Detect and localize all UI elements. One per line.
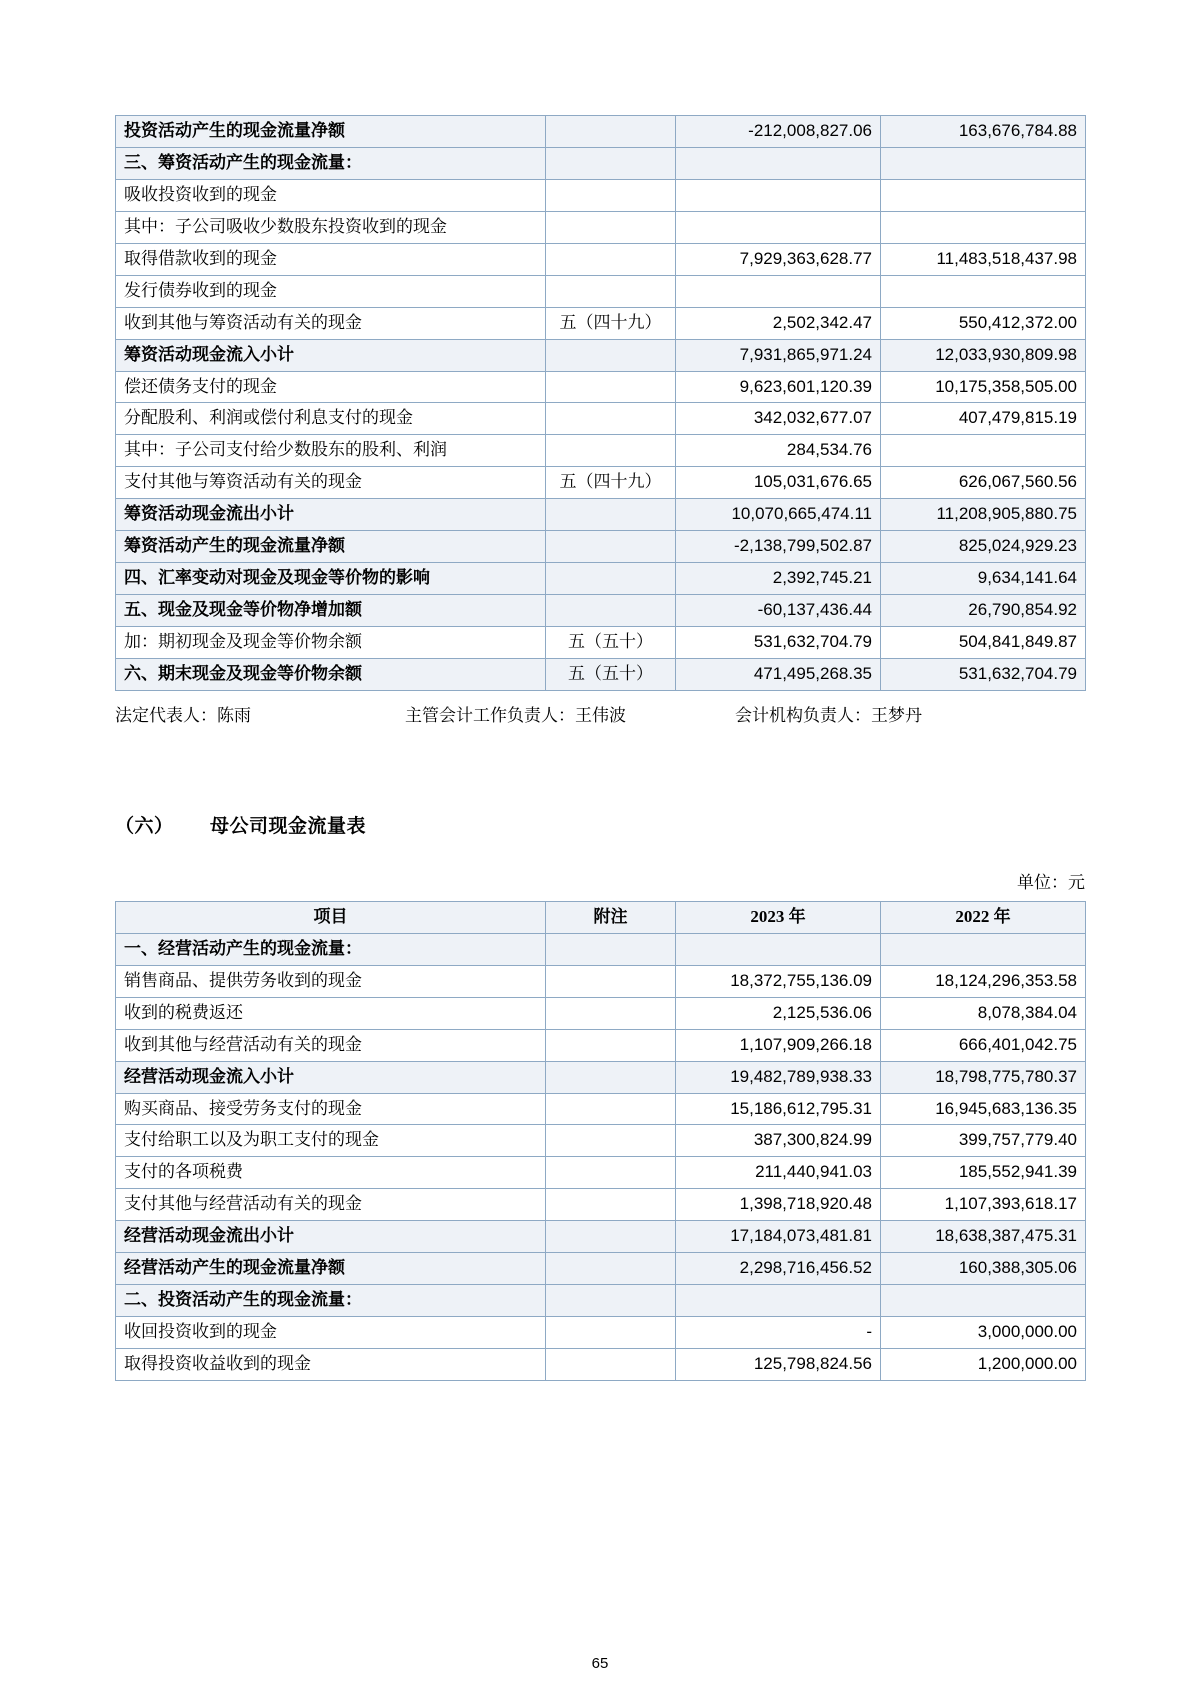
row-value-current-year — [676, 275, 881, 307]
page-number: 65 — [591, 1655, 609, 1672]
row-note — [546, 1125, 676, 1157]
row-item-label: 二、投资活动产生的现金流量： — [116, 1285, 546, 1317]
row-value-current-year: 2,392,745.21 — [676, 563, 881, 595]
row-item-label: 其中：子公司支付给少数股东的股利、利润 — [116, 435, 546, 467]
row-value-current-year: 18,372,755,136.09 — [676, 965, 881, 997]
row-value-current-year: 1,107,909,266.18 — [676, 1029, 881, 1061]
row-value-prior-year: 626,067,560.56 — [881, 467, 1086, 499]
legal-representative: 法定代表人：陈雨 — [115, 705, 251, 725]
row-value-current-year — [676, 1285, 881, 1317]
table-row — [116, 467, 1086, 499]
row-item-label: 五、现金及现金等价物净增加额 — [116, 595, 546, 627]
table-row — [116, 1061, 1086, 1093]
row-value-prior-year: 9,634,141.64 — [881, 563, 1086, 595]
row-item-label: 经营活动产生的现金流量净额 — [116, 1253, 546, 1285]
section-title-text: 母公司现金流量表 — [210, 815, 367, 837]
row-note — [546, 243, 676, 275]
table-row — [116, 1349, 1086, 1381]
row-item-label: 支付其他与筹资活动有关的现金 — [116, 467, 546, 499]
row-note — [546, 1317, 676, 1349]
table-row — [116, 1189, 1086, 1221]
table-row — [116, 965, 1086, 997]
table-row — [116, 147, 1086, 179]
row-note — [546, 1349, 676, 1381]
header-item: 项目 — [116, 901, 546, 933]
row-value-current-year: 2,298,716,456.52 — [676, 1253, 881, 1285]
signature-row — [115, 701, 1085, 726]
row-item-label: 筹资活动现金流出小计 — [116, 499, 546, 531]
table-row — [116, 563, 1086, 595]
row-item-label: 经营活动现金流出小计 — [116, 1221, 546, 1253]
row-value-prior-year: 666,401,042.75 — [881, 1029, 1086, 1061]
row-value-prior-year — [881, 211, 1086, 243]
header-year-current: 2023 年 — [676, 901, 881, 933]
table-bottom-body — [116, 901, 1086, 1380]
row-value-current-year — [676, 179, 881, 211]
table-row — [116, 1093, 1086, 1125]
table-row — [116, 1125, 1086, 1157]
row-value-prior-year: 185,552,941.39 — [881, 1157, 1086, 1189]
table-row — [116, 211, 1086, 243]
accounting-head: 主管会计工作负责人：王伟波 — [405, 705, 626, 725]
table-row — [116, 435, 1086, 467]
row-value-current-year: 17,184,073,481.81 — [676, 1221, 881, 1253]
row-item-label: 经营活动现金流入小计 — [116, 1061, 546, 1093]
row-value-current-year — [676, 147, 881, 179]
row-item-label: 取得投资收益收到的现金 — [116, 1349, 546, 1381]
row-item-label: 六、期末现金及现金等价物余额 — [116, 658, 546, 690]
unit-label: 单位：元 — [1017, 872, 1085, 892]
row-value-current-year: 7,931,865,971.24 — [676, 339, 881, 371]
table-top-body — [116, 116, 1086, 691]
row-note — [546, 1189, 676, 1221]
row-value-current-year: 105,031,676.65 — [676, 467, 881, 499]
row-value-current-year — [676, 211, 881, 243]
row-value-prior-year — [881, 933, 1086, 965]
consolidated-cashflow-table-continued — [115, 115, 1086, 691]
row-value-current-year: 387,300,824.99 — [676, 1125, 881, 1157]
row-note: 五（四十九） — [546, 307, 676, 339]
row-value-current-year: -60,137,436.44 — [676, 595, 881, 627]
row-value-prior-year — [881, 147, 1086, 179]
table-row — [116, 531, 1086, 563]
row-value-current-year: 531,632,704.79 — [676, 627, 881, 659]
row-value-current-year: 10,070,665,474.11 — [676, 499, 881, 531]
row-value-prior-year: 11,483,518,437.98 — [881, 243, 1086, 275]
header-note: 附注 — [546, 901, 676, 933]
row-item-label: 销售商品、提供劳务收到的现金 — [116, 965, 546, 997]
table-row — [116, 997, 1086, 1029]
row-item-label: 四、汇率变动对现金及现金等价物的影响 — [116, 563, 546, 595]
row-note — [546, 116, 676, 148]
row-value-prior-year: 1,107,393,618.17 — [881, 1189, 1086, 1221]
row-value-current-year — [676, 933, 881, 965]
table-row — [116, 275, 1086, 307]
table-row — [116, 307, 1086, 339]
row-value-prior-year: 26,790,854.92 — [881, 595, 1086, 627]
row-item-label: 其中：子公司吸收少数股东投资收到的现金 — [116, 211, 546, 243]
table-row — [116, 1285, 1086, 1317]
row-value-prior-year: 11,208,905,880.75 — [881, 499, 1086, 531]
row-value-current-year: 7,929,363,628.77 — [676, 243, 881, 275]
row-value-prior-year: 1,200,000.00 — [881, 1349, 1086, 1381]
row-value-prior-year — [881, 179, 1086, 211]
row-note — [546, 499, 676, 531]
row-value-prior-year: 3,000,000.00 — [881, 1317, 1086, 1349]
row-value-current-year: 2,125,536.06 — [676, 997, 881, 1029]
table-row — [116, 595, 1086, 627]
row-value-prior-year: 18,124,296,353.58 — [881, 965, 1086, 997]
row-note — [546, 179, 676, 211]
table-row — [116, 403, 1086, 435]
row-value-current-year: 471,495,268.35 — [676, 658, 881, 690]
row-item-label: 三、筹资活动产生的现金流量： — [116, 147, 546, 179]
row-note — [546, 1029, 676, 1061]
row-note — [546, 531, 676, 563]
row-note — [546, 1253, 676, 1285]
row-item-label: 收到的税费返还 — [116, 997, 546, 1029]
row-note — [546, 147, 676, 179]
row-value-prior-year: 18,798,775,780.37 — [881, 1061, 1086, 1093]
row-note — [546, 211, 676, 243]
row-item-label: 支付的各项税费 — [116, 1157, 546, 1189]
row-value-prior-year: 504,841,849.87 — [881, 627, 1086, 659]
row-item-label: 收回投资收到的现金 — [116, 1317, 546, 1349]
table-row — [116, 1221, 1086, 1253]
table-row — [116, 1029, 1086, 1061]
row-item-label: 购买商品、接受劳务支付的现金 — [116, 1093, 546, 1125]
accounting-institution-head: 会计机构负责人：王梦丹 — [735, 705, 922, 725]
row-item-label: 加：期初现金及现金等价物余额 — [116, 627, 546, 659]
row-item-label: 收到其他与筹资活动有关的现金 — [116, 307, 546, 339]
table-row — [116, 339, 1086, 371]
table-row — [116, 933, 1086, 965]
row-note — [546, 371, 676, 403]
section-number: （六） — [115, 815, 174, 837]
row-value-prior-year: 531,632,704.79 — [881, 658, 1086, 690]
row-value-prior-year: 160,388,305.06 — [881, 1253, 1086, 1285]
row-item-label: 偿还债务支付的现金 — [116, 371, 546, 403]
row-value-current-year: -212,008,827.06 — [676, 116, 881, 148]
table-header-row — [116, 901, 1086, 933]
row-value-prior-year — [881, 275, 1086, 307]
row-value-current-year: 19,482,789,938.33 — [676, 1061, 881, 1093]
row-note — [546, 997, 676, 1029]
row-note — [546, 563, 676, 595]
row-value-current-year: 1,398,718,920.48 — [676, 1189, 881, 1221]
row-note — [546, 1221, 676, 1253]
row-value-current-year: - — [676, 1317, 881, 1349]
table-row — [116, 179, 1086, 211]
row-item-label: 一、经营活动产生的现金流量： — [116, 933, 546, 965]
row-value-prior-year: 10,175,358,505.00 — [881, 371, 1086, 403]
row-value-prior-year: 12,033,930,809.98 — [881, 339, 1086, 371]
row-item-label: 筹资活动产生的现金流量净额 — [116, 531, 546, 563]
table-row — [116, 243, 1086, 275]
row-item-label: 支付给职工以及为职工支付的现金 — [116, 1125, 546, 1157]
row-note — [546, 435, 676, 467]
row-item-label: 收到其他与经营活动有关的现金 — [116, 1029, 546, 1061]
row-item-label: 投资活动产生的现金流量净额 — [116, 116, 546, 148]
row-value-prior-year: 163,676,784.88 — [881, 116, 1086, 148]
row-note: 五（四十九） — [546, 467, 676, 499]
row-item-label: 发行债券收到的现金 — [116, 275, 546, 307]
row-value-prior-year: 407,479,815.19 — [881, 403, 1086, 435]
parent-company-cashflow-table — [115, 901, 1086, 1381]
table-row — [116, 1157, 1086, 1189]
row-value-prior-year — [881, 435, 1086, 467]
section-heading — [115, 811, 1085, 838]
row-value-current-year: 9,623,601,120.39 — [676, 371, 881, 403]
row-value-prior-year: 550,412,372.00 — [881, 307, 1086, 339]
table-row — [116, 627, 1086, 659]
row-note — [546, 1285, 676, 1317]
row-value-prior-year: 16,945,683,136.35 — [881, 1093, 1086, 1125]
row-value-prior-year: 18,638,387,475.31 — [881, 1221, 1086, 1253]
row-value-current-year: 284,534.76 — [676, 435, 881, 467]
row-value-prior-year: 8,078,384.04 — [881, 997, 1086, 1029]
row-note — [546, 403, 676, 435]
row-note — [546, 965, 676, 997]
table-row — [116, 1317, 1086, 1349]
table-row — [116, 499, 1086, 531]
row-value-current-year: 2,502,342.47 — [676, 307, 881, 339]
row-item-label: 取得借款收到的现金 — [116, 243, 546, 275]
row-item-label: 筹资活动现金流入小计 — [116, 339, 546, 371]
row-note — [546, 1093, 676, 1125]
row-note — [546, 933, 676, 965]
row-item-label: 吸收投资收到的现金 — [116, 179, 546, 211]
row-note: 五（五十） — [546, 658, 676, 690]
table-row — [116, 1253, 1086, 1285]
row-value-current-year: 15,186,612,795.31 — [676, 1093, 881, 1125]
row-note — [546, 275, 676, 307]
row-value-prior-year: 825,024,929.23 — [881, 531, 1086, 563]
row-note: 五（五十） — [546, 627, 676, 659]
table-row — [116, 371, 1086, 403]
row-value-current-year: 342,032,677.07 — [676, 403, 881, 435]
row-value-current-year: -2,138,799,502.87 — [676, 531, 881, 563]
row-note — [546, 595, 676, 627]
table-row — [116, 658, 1086, 690]
row-note — [546, 1157, 676, 1189]
row-item-label: 支付其他与经营活动有关的现金 — [116, 1189, 546, 1221]
row-value-current-year: 211,440,941.03 — [676, 1157, 881, 1189]
table-row — [116, 116, 1086, 148]
header-year-prior: 2022 年 — [881, 901, 1086, 933]
row-value-prior-year — [881, 1285, 1086, 1317]
row-note — [546, 339, 676, 371]
row-note — [546, 1061, 676, 1093]
row-item-label: 分配股利、利润或偿付利息支付的现金 — [116, 403, 546, 435]
row-value-current-year: 125,798,824.56 — [676, 1349, 881, 1381]
row-value-prior-year: 399,757,779.40 — [881, 1125, 1086, 1157]
